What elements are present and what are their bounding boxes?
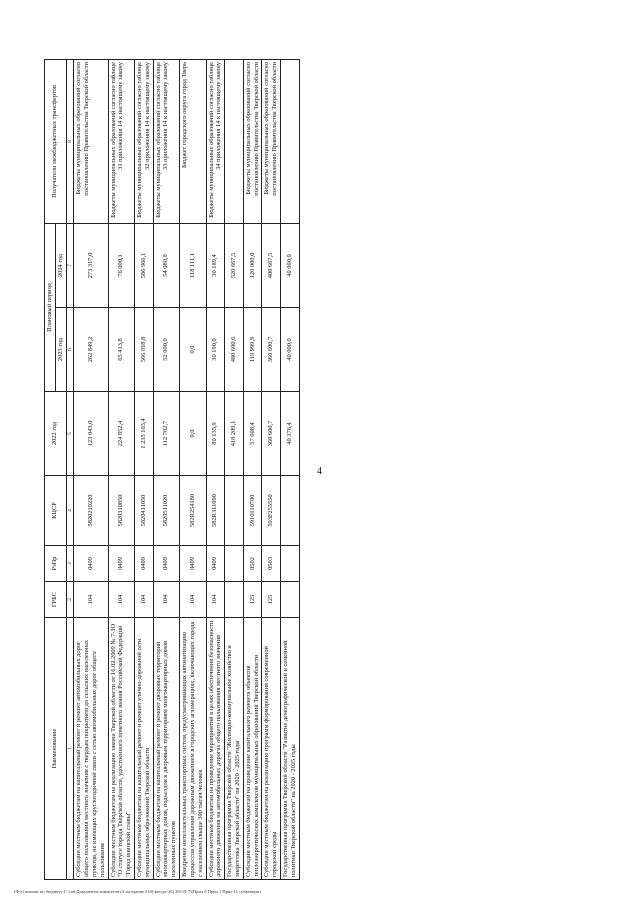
col-index: 7 [66, 223, 74, 307]
row-rzpr [281, 546, 300, 582]
header-plan-period: Плановый период [45, 223, 56, 391]
col-index: 3 [66, 546, 74, 582]
table-row [108, 59, 134, 879]
row-kcsr: 582R311090 [206, 476, 225, 546]
row-name: Государственная программа Тверской области "Развитие демографической и семейной политики Тверской области" на 2020 - 2025 годы [281, 618, 300, 880]
table-row [135, 59, 154, 879]
row-kcsr [225, 476, 244, 546]
row-amount-2023: 480 600,6 [225, 308, 244, 392]
header-row [45, 59, 56, 879]
row-grbs: 125 [262, 582, 281, 618]
row-recipients [281, 59, 300, 223]
row-grbs: 104 [206, 582, 225, 618]
col-index: 5 [66, 392, 74, 476]
header-2022: 2022 год [45, 392, 67, 476]
row-amount-2023: 0,0 [180, 308, 206, 392]
row-recipients [225, 59, 244, 223]
row-rzpr: 0502 [243, 546, 262, 582]
row-name: Субсидии местным бюджетам на проведение мероприятий в целях обеспечения безопасности дорожного движения на автомобильных дорогах общего пользования местного значения [206, 618, 225, 880]
row-rzpr: 0409 [153, 546, 179, 582]
row-recipients: Бюджеты муниципальных образований согласно постановлению Правительства Тверской области [74, 59, 108, 223]
row-rzpr: 0409 [108, 546, 134, 582]
row-amount-2024: 586 966,1 [135, 223, 154, 307]
row-recipients: Бюджеты муниципальных образований согласно таблице 32 приложения 14 к настоящему закону [135, 59, 154, 223]
row-kcsr: 5820511020 [153, 476, 179, 546]
row-kcsr: 5820411050 [135, 476, 154, 546]
row-name: Внедрение интеллектуальных транспортных систем, предусматривающих автоматизацию процессов управления дорожным движением в городских агломерациях, включающих города с населением свыше 300 тысяч человек [180, 618, 206, 880]
rotated-table-container [44, 60, 604, 880]
row-rzpr: 0409 [206, 546, 225, 582]
row-amount-2023: 566 018,8 [135, 308, 154, 392]
row-amount-2023: 52 000,0 [153, 308, 179, 392]
row-grbs [225, 582, 244, 618]
row-recipients: Бюджеты муниципальных образований согласно таблице 33 приложения 14 к настоящему закону [153, 59, 179, 223]
table-row [180, 59, 206, 879]
row-amount-2023: 40 000,0 [281, 308, 300, 392]
row-amount-2024: 30 189,4 [206, 223, 225, 307]
row-amount-2022: 360 600,7 [262, 392, 281, 476]
header-2023: 2023 год [55, 308, 66, 392]
row-amount-2023: 360 600,7 [262, 308, 281, 392]
row-grbs: 104 [180, 582, 206, 618]
row-amount-2023: 65 413,8 [108, 308, 134, 392]
row-grbs: 104 [74, 582, 108, 618]
row-amount-2022: 0,0 [180, 392, 206, 476]
table-row [74, 59, 108, 879]
row-kcsr: 582R254180 [180, 476, 206, 546]
row-amount-2024: 520 667,5 [225, 223, 244, 307]
row-recipients: Бюджеты муниципальных образований согласно таблице 31 приложения 14 к настоящему закону [108, 59, 134, 223]
row-grbs [281, 582, 300, 618]
row-kcsr: 593F255550 [262, 476, 281, 546]
table-row [225, 59, 244, 879]
row-amount-2022: 1 235 103,4 [135, 392, 154, 476]
table-row [262, 59, 281, 879]
col-index: 4 [66, 476, 74, 546]
row-amount-2024: 273 317,0 [74, 223, 108, 307]
col-index: 2 [66, 582, 74, 618]
row-name: Субсидии местным бюджетам на капитальный ремонт и ремонт дворовых территорий многоквартирных домов, подъездов к дворовым территориям многоквартирных домов населенных пунктов [153, 618, 179, 880]
row-amount-2022: 112 702,7 [153, 392, 179, 476]
row-amount-2024: 54 080,0 [153, 223, 179, 307]
table-body [74, 59, 299, 879]
row-amount-2023: 119 999,9 [243, 308, 262, 392]
col-index: 1 [66, 618, 74, 880]
header-rzpr: РзПр [45, 546, 67, 582]
table-row [281, 59, 300, 879]
row-kcsr: 5910110700 [243, 476, 262, 546]
row-amount-2024: 120 000,0 [243, 223, 262, 307]
row-recipients: Бюджеты муниципальных образований согласно таблице 34 приложения 14 к настоящему закону [206, 59, 225, 223]
row-recipients: Бюджеты муниципальных образований согласно постановлению Правительства Тверской области [262, 59, 281, 223]
row-name: Субсидии местным бюджетам на реализацию закона Тверской области от 16.02.2009 № 7-ЗО "О статусе города Тверской области, удостоенного почетного звания Российской Федерации "Город воинской славы" [108, 618, 134, 880]
row-name: Субсидии местным бюджетам на капитальный ремонт и ремонт автомобильных дорог общего пользования местного значения с твердым покрытием до сельских населенных пунктов, не имеющих круглогодичной связи с сетью автомобильных дорог общего пользования [74, 618, 108, 880]
header-2024: 2024 год [55, 223, 66, 307]
row-amount-2022: 57 608,4 [243, 392, 262, 476]
header-grbs: ГРБС [45, 582, 67, 618]
row-name: Субсидии местным бюджетам на проведение капитального ремонта объектов теплоэнергетических комплексов муниципальных образований Тверской области [243, 618, 262, 880]
row-recipients: Бюджет городского округа город Тверь [180, 59, 206, 223]
header-kcsr: КЦСР [45, 476, 67, 546]
table-row [153, 59, 179, 879]
row-amount-2024: 76 000,1 [108, 223, 134, 307]
row-rzpr: 0409 [135, 546, 154, 582]
col-index: 6 [66, 308, 74, 392]
table-row [206, 59, 225, 879]
header-recipients: Получатели межбюджетных трансфертов [45, 59, 67, 223]
row-kcsr [281, 476, 300, 546]
row-grbs: 125 [243, 582, 262, 618]
header-name: Наименование [45, 618, 67, 880]
row-kcsr: 5820310850 [108, 476, 134, 546]
row-kcsr: 5820210220 [74, 476, 108, 546]
row-rzpr: 0503 [262, 546, 281, 582]
row-name: Субсидии местным бюджетам на реализацию программ формирования современной городской среды [262, 618, 281, 880]
row-grbs: 104 [135, 582, 154, 618]
row-rzpr: 0409 [74, 546, 108, 582]
row-amount-2022: 123 043,0 [74, 392, 108, 476]
page-number: 4 [317, 466, 322, 477]
row-grbs: 104 [153, 582, 179, 618]
row-amount-2024: 40 000,0 [281, 223, 300, 307]
row-amount-2022: 224 852,4 [108, 392, 134, 476]
row-name: Субсидии местным бюджетам на капитальный ремонт и ремонт улично-дорожной сети муниципальных образований Тверской области [135, 618, 154, 880]
row-amount-2023: 262 849,2 [74, 308, 108, 392]
row-amount-2022: 40 376,4 [281, 392, 300, 476]
transfers-table [44, 59, 300, 880]
row-rzpr [225, 546, 244, 582]
row-amount-2024: 118 111,1 [180, 223, 206, 307]
row-grbs: 104 [108, 582, 134, 618]
footer-note: (Ф:ё) вешант по бюджету Г:\сов\Документы комитетов (4 заседание 010)\ресурс\(6) 265-П-7\(Прил 8 Прил 1 Прил 11 субвенции) [14, 889, 261, 894]
col-index: 8 [66, 59, 74, 223]
row-amount-2022: 80 135,9 [206, 392, 225, 476]
row-amount-2024: 400 667,5 [262, 223, 281, 307]
row-name: Государственная программа Тверской области "Жилищно-коммунальное хозяйство и энергетика Тверской области" на 2020 - 2025 годы [225, 618, 244, 880]
column-index-row [66, 59, 74, 879]
row-amount-2022: 418 209,1 [225, 392, 244, 476]
row-recipients: Бюджеты муниципальных образований согласно постановлению Правительства Тверской области [243, 59, 262, 223]
row-rzpr: 0409 [180, 546, 206, 582]
table-row [243, 59, 262, 879]
row-amount-2023: 30 190,0 [206, 308, 225, 392]
